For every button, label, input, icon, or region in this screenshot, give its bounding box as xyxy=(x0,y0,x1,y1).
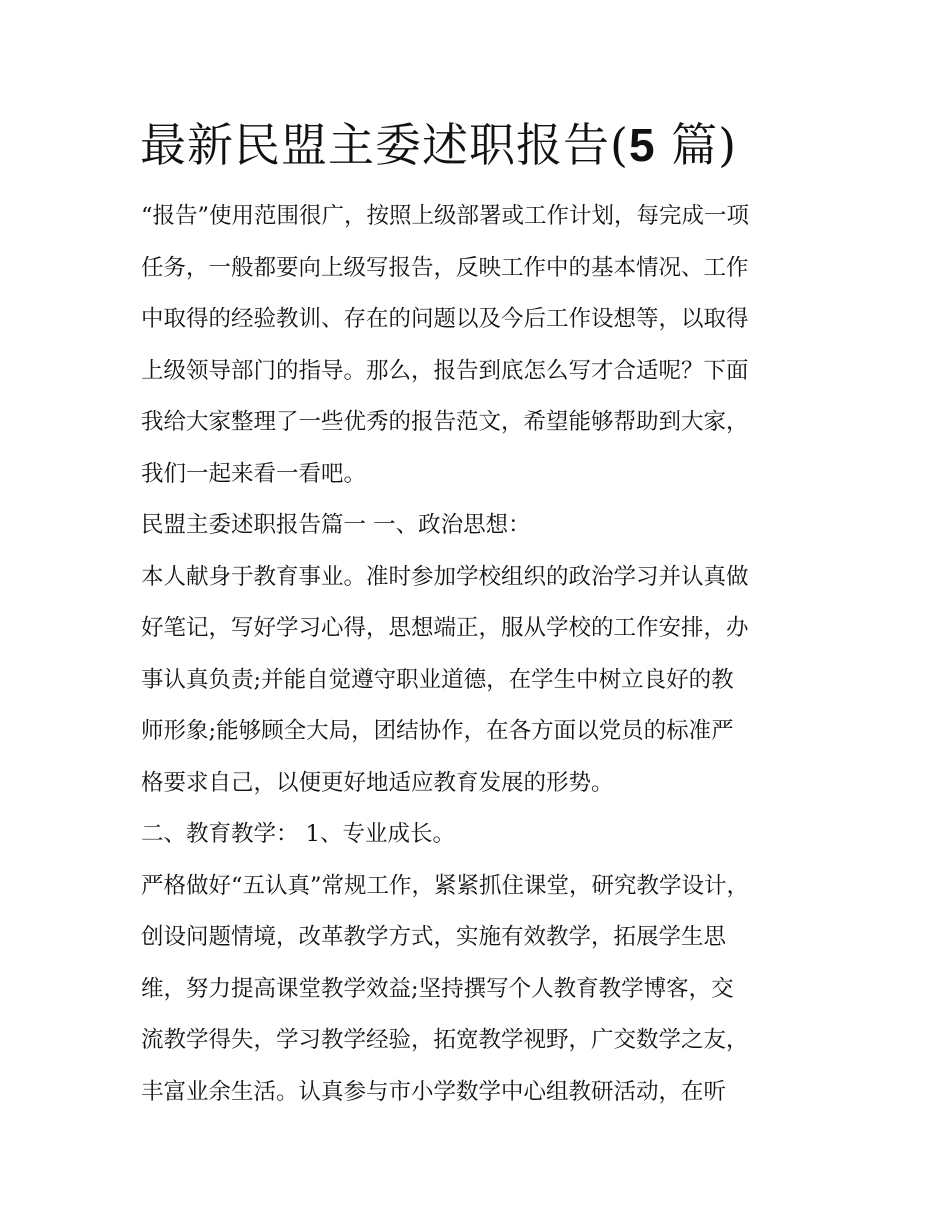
text-line: 好笔记，写好学习心得，思想端正，服从学校的工作安排，办 xyxy=(141,615,749,641)
document-title xyxy=(140,112,840,178)
text-line: 严格做好“五认真”常规工作，紧紧抓住课堂，研究教学设计， xyxy=(141,872,750,899)
text-line: 流教学得失，学习教学经验，拓宽教学视野，广交数学之友， xyxy=(141,1027,749,1053)
title-text: 最新民盟主委述职报告 xyxy=(140,118,610,172)
text-line: 师形象;能够顾全大局，团结协作，在各方面以党员的标准严 xyxy=(141,718,734,744)
section-heading: 二、教育教学： 1、专业成长。 xyxy=(141,821,455,847)
text-line: 我给大家整理了一些优秀的报告范文，希望能够帮助到大家， xyxy=(141,409,749,435)
title-count: 5 xyxy=(628,119,656,171)
text-line: 任务，一般都要向上级写报告，反映工作中的基本情况、工作 xyxy=(141,254,749,281)
document-body xyxy=(141,191,811,1118)
title-paren-open: ( xyxy=(610,118,629,172)
text-line: 格要求自己，以便更好地适应教育发展的形势。 xyxy=(141,769,614,796)
text-line: 上级领导部门的指导。那么，报告到底怎么写才合适呢？下面 xyxy=(141,357,749,384)
title-suffix: 篇) xyxy=(655,118,738,172)
text-line: 我们一起来看一看吧。 xyxy=(141,460,367,487)
text-line: 丰富业余生活。认真参与市小学数学中心组教研活动，在听 xyxy=(141,1078,727,1105)
text-line: 维，努力提高课堂教学效益;坚持撰写个人教育教学博客，交 xyxy=(141,975,734,1002)
text-line: “报告”使用范围很广，按照上级部署或工作计划，每完成一项 xyxy=(141,203,750,229)
text-line: 事认真负责;并能自觉遵守职业道德，在学生中树立良好的教 xyxy=(141,666,734,693)
section-heading: 民盟主委述职报告篇一 一、政治思想： xyxy=(141,512,531,538)
text-line: 本人献身于教育事业。准时参加学校组织的政治学习并认真做 xyxy=(141,563,749,590)
text-line: 中取得的经验教训、存在的问题以及今后工作设想等，以取得 xyxy=(141,306,749,332)
text-line: 创设问题情境，改革教学方式，实施有效教学，拓展学生思 xyxy=(141,924,727,950)
